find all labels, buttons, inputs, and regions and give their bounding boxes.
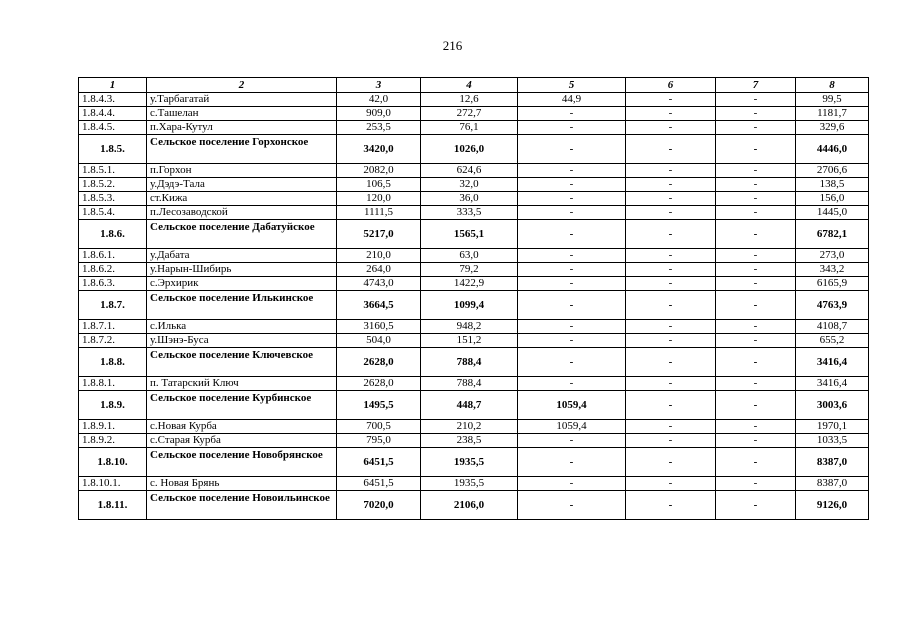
row-value-col-7: - xyxy=(716,448,796,477)
row-value-col-5: - xyxy=(518,220,626,249)
row-value-col-6: - xyxy=(626,448,716,477)
table-row xyxy=(79,249,869,263)
row-value-col-8: 8387,0 xyxy=(796,448,869,477)
row-code: 1.8.8.1. xyxy=(79,377,147,391)
row-value-col-7: - xyxy=(716,206,796,220)
row-value-col-4: 210,2 xyxy=(421,420,518,434)
table-row xyxy=(79,434,869,448)
row-value-col-7: - xyxy=(716,291,796,320)
row-value-col-4: 79,2 xyxy=(421,263,518,277)
row-value-col-7: - xyxy=(716,277,796,291)
row-value-col-8: 6782,1 xyxy=(796,220,869,249)
row-value-col-3: 7020,0 xyxy=(337,491,421,520)
row-value-col-4: 272,7 xyxy=(421,107,518,121)
row-value-col-4: 624,6 xyxy=(421,164,518,178)
row-value-col-3: 120,0 xyxy=(337,192,421,206)
row-value-col-7: - xyxy=(716,164,796,178)
row-value-col-3: 1495,5 xyxy=(337,391,421,420)
row-value-col-3: 909,0 xyxy=(337,107,421,121)
column-header-4: 4 xyxy=(421,78,518,93)
row-value-col-7: - xyxy=(716,220,796,249)
table-row xyxy=(79,206,869,220)
row-name: Сельское поселение Ключевское xyxy=(147,348,337,377)
row-value-col-7: - xyxy=(716,334,796,348)
row-value-col-3: 6451,5 xyxy=(337,477,421,491)
row-name: с.Ташелан xyxy=(147,107,337,121)
row-value-col-3: 2628,0 xyxy=(337,348,421,377)
table-row xyxy=(79,477,869,491)
row-value-col-7: - xyxy=(716,121,796,135)
row-value-col-8: 329,6 xyxy=(796,121,869,135)
row-name: п.Лесозаводской xyxy=(147,206,337,220)
row-value-col-7: - xyxy=(716,434,796,448)
header-row xyxy=(79,78,869,93)
row-value-col-4: 448,7 xyxy=(421,391,518,420)
row-value-col-5: - xyxy=(518,377,626,391)
row-value-col-4: 151,2 xyxy=(421,334,518,348)
table-row xyxy=(79,420,869,434)
row-value-col-4: 948,2 xyxy=(421,320,518,334)
row-value-col-5: - xyxy=(518,448,626,477)
row-name: п.Горхон xyxy=(147,164,337,178)
row-value-col-7: - xyxy=(716,178,796,192)
row-value-col-8: 4108,7 xyxy=(796,320,869,334)
row-value-col-5: - xyxy=(518,477,626,491)
row-value-col-5: - xyxy=(518,192,626,206)
row-code: 1.8.4.5. xyxy=(79,121,147,135)
table-row-group xyxy=(79,348,869,377)
row-name: у.Нарын-Шибирь xyxy=(147,263,337,277)
row-value-col-7: - xyxy=(716,192,796,206)
row-name: с.Новая Курба xyxy=(147,420,337,434)
row-value-col-5: - xyxy=(518,320,626,334)
row-value-col-6: - xyxy=(626,477,716,491)
row-code: 1.8.11. xyxy=(79,491,147,520)
column-header-5: 5 xyxy=(518,78,626,93)
row-name: с. Новая Брянь xyxy=(147,477,337,491)
row-code: 1.8.7. xyxy=(79,291,147,320)
row-value-col-6: - xyxy=(626,420,716,434)
row-name: Сельское поселение Дабатуйское xyxy=(147,220,337,249)
row-value-col-8: 1033,5 xyxy=(796,434,869,448)
row-value-col-5: - xyxy=(518,178,626,192)
row-name: Сельское поселение Новобрянское xyxy=(147,448,337,477)
row-code: 1.8.4.3. xyxy=(79,93,147,107)
table-row xyxy=(79,277,869,291)
row-value-col-8: 2706,6 xyxy=(796,164,869,178)
row-value-col-8: 4763,9 xyxy=(796,291,869,320)
row-value-col-5: - xyxy=(518,107,626,121)
row-value-col-8: 1970,1 xyxy=(796,420,869,434)
row-value-col-4: 36,0 xyxy=(421,192,518,206)
column-header-6: 6 xyxy=(626,78,716,93)
row-value-col-7: - xyxy=(716,420,796,434)
row-value-col-7: - xyxy=(716,93,796,107)
row-value-col-3: 210,0 xyxy=(337,249,421,263)
row-code: 1.8.9.2. xyxy=(79,434,147,448)
row-value-col-8: 3416,4 xyxy=(796,377,869,391)
table-row xyxy=(79,164,869,178)
row-code: 1.8.7.1. xyxy=(79,320,147,334)
row-value-col-6: - xyxy=(626,434,716,448)
page-number: 216 xyxy=(442,38,463,53)
row-value-col-4: 12,6 xyxy=(421,93,518,107)
table-row xyxy=(79,93,869,107)
row-code: 1.8.6.3. xyxy=(79,277,147,291)
row-value-col-6: - xyxy=(626,178,716,192)
row-name: Сельское поселение Курбинское xyxy=(147,391,337,420)
row-value-col-7: - xyxy=(716,348,796,377)
row-name: у.Дабата xyxy=(147,249,337,263)
row-value-col-3: 3420,0 xyxy=(337,135,421,164)
row-value-col-3: 3664,5 xyxy=(337,291,421,320)
row-value-col-7: - xyxy=(716,477,796,491)
row-value-col-5: - xyxy=(518,164,626,178)
table-row-group xyxy=(79,220,869,249)
row-code: 1.8.9.1. xyxy=(79,420,147,434)
row-value-col-8: 1181,7 xyxy=(796,107,869,121)
column-header-2: 2 xyxy=(147,78,337,93)
row-value-col-6: - xyxy=(626,391,716,420)
table-row-group xyxy=(79,391,869,420)
table-row xyxy=(79,107,869,121)
row-value-col-3: 5217,0 xyxy=(337,220,421,249)
row-value-col-6: - xyxy=(626,320,716,334)
row-value-col-7: - xyxy=(716,249,796,263)
row-value-col-4: 1565,1 xyxy=(421,220,518,249)
row-name: п. Татарский Ключ xyxy=(147,377,337,391)
table-row-group xyxy=(79,291,869,320)
row-value-col-4: 1422,9 xyxy=(421,277,518,291)
row-value-col-8: 138,5 xyxy=(796,178,869,192)
table-row xyxy=(79,334,869,348)
row-code: 1.8.5.4. xyxy=(79,206,147,220)
row-value-col-6: - xyxy=(626,93,716,107)
row-code: 1.8.9. xyxy=(79,391,147,420)
row-value-col-5: - xyxy=(518,277,626,291)
row-value-col-4: 1099,4 xyxy=(421,291,518,320)
row-value-col-4: 333,5 xyxy=(421,206,518,220)
row-value-col-5: - xyxy=(518,249,626,263)
row-name: Сельское поселение Горхонское xyxy=(147,135,337,164)
row-value-col-4: 788,4 xyxy=(421,348,518,377)
row-value-col-4: 2106,0 xyxy=(421,491,518,520)
row-value-col-6: - xyxy=(626,220,716,249)
column-header-8: 8 xyxy=(796,78,869,93)
row-value-col-4: 1935,5 xyxy=(421,448,518,477)
row-code: 1.8.8. xyxy=(79,348,147,377)
table-row-group xyxy=(79,491,869,520)
table-row-group xyxy=(79,135,869,164)
row-value-col-4: 63,0 xyxy=(421,249,518,263)
row-value-col-3: 3160,5 xyxy=(337,320,421,334)
row-value-col-8: 1445,0 xyxy=(796,206,869,220)
row-value-col-6: - xyxy=(626,334,716,348)
row-value-col-6: - xyxy=(626,263,716,277)
row-code: 1.8.10.1. xyxy=(79,477,147,491)
row-value-col-8: 343,2 xyxy=(796,263,869,277)
settlement-table xyxy=(78,77,869,520)
row-value-col-8: 9126,0 xyxy=(796,491,869,520)
row-value-col-6: - xyxy=(626,135,716,164)
row-value-col-5: - xyxy=(518,491,626,520)
row-value-col-7: - xyxy=(716,377,796,391)
row-value-col-6: - xyxy=(626,121,716,135)
row-value-col-3: 504,0 xyxy=(337,334,421,348)
row-code: 1.8.6. xyxy=(79,220,147,249)
row-code: 1.8.7.2. xyxy=(79,334,147,348)
row-code: 1.8.6.1. xyxy=(79,249,147,263)
row-code: 1.8.5.2. xyxy=(79,178,147,192)
row-code: 1.8.5.3. xyxy=(79,192,147,206)
row-value-col-3: 264,0 xyxy=(337,263,421,277)
row-value-col-5: - xyxy=(518,135,626,164)
table-body xyxy=(79,93,869,520)
row-value-col-7: - xyxy=(716,135,796,164)
row-value-col-3: 4743,0 xyxy=(337,277,421,291)
row-name: у.Шэнэ-Буса xyxy=(147,334,337,348)
row-code: 1.8.5.1. xyxy=(79,164,147,178)
column-header-7: 7 xyxy=(716,78,796,93)
row-value-col-4: 1026,0 xyxy=(421,135,518,164)
row-value-col-5: 1059,4 xyxy=(518,420,626,434)
row-value-col-8: 655,2 xyxy=(796,334,869,348)
row-value-col-3: 1111,5 xyxy=(337,206,421,220)
table-row xyxy=(79,377,869,391)
row-value-col-3: 253,5 xyxy=(337,121,421,135)
row-value-col-6: - xyxy=(626,249,716,263)
table-row xyxy=(79,192,869,206)
row-value-col-5: - xyxy=(518,263,626,277)
row-value-col-5: - xyxy=(518,434,626,448)
table-row xyxy=(79,320,869,334)
table-row xyxy=(79,263,869,277)
row-value-col-8: 4446,0 xyxy=(796,135,869,164)
row-value-col-5: - xyxy=(518,348,626,377)
column-header-3: 3 xyxy=(337,78,421,93)
row-value-col-7: - xyxy=(716,491,796,520)
row-value-col-4: 76,1 xyxy=(421,121,518,135)
row-value-col-8: 273,0 xyxy=(796,249,869,263)
row-value-col-8: 3416,4 xyxy=(796,348,869,377)
row-value-col-5: 1059,4 xyxy=(518,391,626,420)
row-value-col-6: - xyxy=(626,377,716,391)
row-value-col-4: 238,5 xyxy=(421,434,518,448)
row-value-col-7: - xyxy=(716,320,796,334)
row-value-col-6: - xyxy=(626,277,716,291)
row-value-col-6: - xyxy=(626,206,716,220)
row-value-col-3: 2082,0 xyxy=(337,164,421,178)
row-value-col-4: 1935,5 xyxy=(421,477,518,491)
row-value-col-8: 6165,9 xyxy=(796,277,869,291)
row-value-col-3: 700,5 xyxy=(337,420,421,434)
row-name: с.Илька xyxy=(147,320,337,334)
row-value-col-3: 106,5 xyxy=(337,178,421,192)
row-value-col-6: - xyxy=(626,107,716,121)
row-name: у.Дэдэ-Тала xyxy=(147,178,337,192)
row-value-col-8: 99,5 xyxy=(796,93,869,107)
row-value-col-5: - xyxy=(518,334,626,348)
row-code: 1.8.4.4. xyxy=(79,107,147,121)
row-code: 1.8.6.2. xyxy=(79,263,147,277)
row-name: Сельское поселение Новоильинское xyxy=(147,491,337,520)
row-value-col-8: 156,0 xyxy=(796,192,869,206)
row-value-col-4: 788,4 xyxy=(421,377,518,391)
table-row xyxy=(79,121,869,135)
row-value-col-6: - xyxy=(626,192,716,206)
row-name: с.Старая Курба xyxy=(147,434,337,448)
table-row xyxy=(79,178,869,192)
row-name: Сельское поселение Илькинское xyxy=(147,291,337,320)
row-name: ст.Кижа xyxy=(147,192,337,206)
column-header-1: 1 xyxy=(79,78,147,93)
row-value-col-6: - xyxy=(626,291,716,320)
table-header xyxy=(79,78,869,93)
row-value-col-7: - xyxy=(716,107,796,121)
row-value-col-5: - xyxy=(518,206,626,220)
row-value-col-6: - xyxy=(626,164,716,178)
row-name: п.Хара-Кутул xyxy=(147,121,337,135)
row-value-col-6: - xyxy=(626,348,716,377)
row-value-col-8: 3003,6 xyxy=(796,391,869,420)
table-row-group xyxy=(79,448,869,477)
row-value-col-5: 44,9 xyxy=(518,93,626,107)
row-value-col-3: 2628,0 xyxy=(337,377,421,391)
row-value-col-5: - xyxy=(518,121,626,135)
row-value-col-3: 795,0 xyxy=(337,434,421,448)
row-value-col-7: - xyxy=(716,263,796,277)
row-value-col-7: - xyxy=(716,391,796,420)
row-name: с.Эрхирик xyxy=(147,277,337,291)
row-value-col-6: - xyxy=(626,491,716,520)
row-code: 1.8.5. xyxy=(79,135,147,164)
row-value-col-5: - xyxy=(518,291,626,320)
row-value-col-8: 8387,0 xyxy=(796,477,869,491)
row-value-col-3: 6451,5 xyxy=(337,448,421,477)
row-value-col-3: 42,0 xyxy=(337,93,421,107)
row-code: 1.8.10. xyxy=(79,448,147,477)
row-value-col-4: 32,0 xyxy=(421,178,518,192)
row-name: у.Тарбагатай xyxy=(147,93,337,107)
